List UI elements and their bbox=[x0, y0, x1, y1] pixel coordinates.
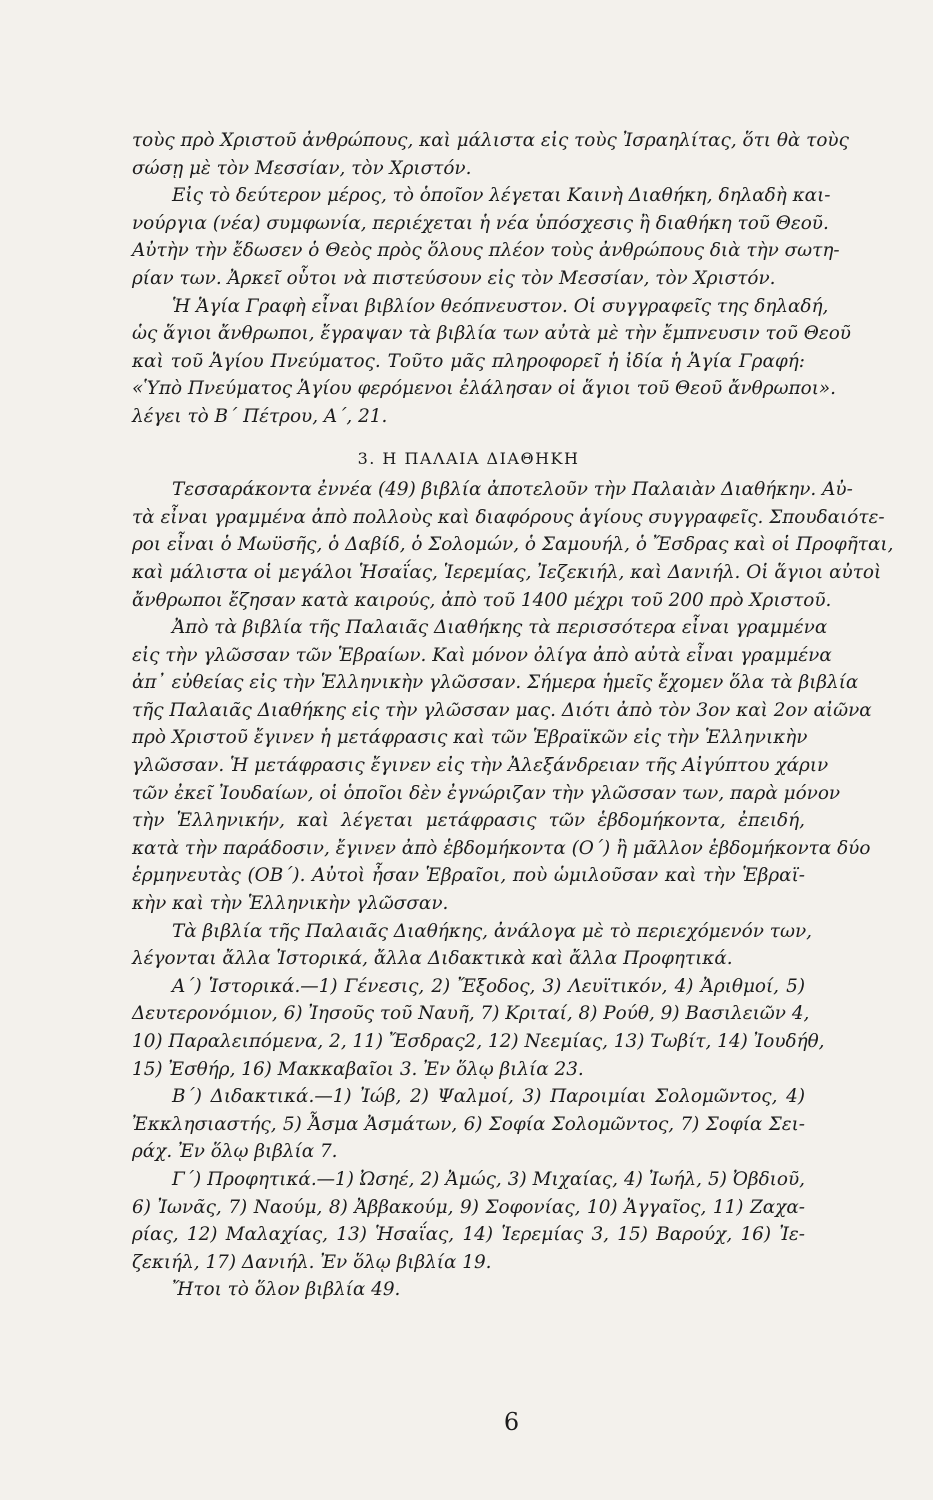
page-number: 6 bbox=[503, 1408, 520, 1436]
text-line: Αὐτὴν τὴν ἔδωσεν ὁ Θεὸς πρὸς ὅλους πλέον τοὺς ἀνθρώπους διὰ τὴν σωτη- bbox=[132, 240, 840, 262]
text-line: 6) Ἰωνᾶς, 7) Ναούμ, 8) Ἀββακούμ, 9) Σοφονίας, 10) Ἀγγαῖος, 11) Ζαχα- bbox=[132, 1196, 805, 1218]
text-line: νούργια (νέα) συμφωνία, περιέχεται ἡ νέα ὑπόσχεσις ἢ διαθήκη τοῦ Θεοῦ. bbox=[132, 212, 829, 234]
text-line: τοὺς πρὸ Χριστοῦ ἀνθρώπους, καὶ μάλιστα εἰς τοὺς Ἰσραηλίτας, ὅτι θὰ τοὺς bbox=[132, 130, 849, 151]
text-line: ρίαν των. Ἀρκεῖ οὗτοι νὰ πιστεύσουν εἰς τὸν Μεσσίαν, τὸν Χριστόν. bbox=[132, 267, 776, 289]
text-line: πρὸ Χριστοῦ ἔγινεν ἡ μετάφρασις καὶ τῶν Ἑβραϊκῶν εἰς τὴν Ἑλληνικὴν bbox=[132, 727, 808, 749]
text-line: τῆς Παλαιᾶς Διαθήκης εἰς τὴν γλῶσσαν μας. Διότι ἀπὸ τὸν 3ον καὶ 2ον αἰῶνα bbox=[132, 699, 872, 721]
text-line: λέγει τὸ Β΄ Πέτρου, Α΄, 21. bbox=[132, 405, 388, 427]
text-line: λέγονται ἄλλα Ἱστορικά, ἄλλα Διδακτικὰ καὶ ἄλλα Προφητικά. bbox=[132, 948, 733, 970]
text-line: Ἡ Ἁγία Γραφὴ εἶναι βιβλίον θεόπνευστον. Οἱ συγγραφεῖς της δηλαδή, bbox=[172, 295, 829, 317]
text-line: ὡς ἅγιοι ἄνθρωποι, ἔγραψαν τὰ βιβλία των αὐτὰ μὲ τὴν ἔμπνευσιν τοῦ Θεοῦ bbox=[132, 323, 851, 345]
text-line: τὰ εἶναι γραμμένα ἀπὸ πολλοὺς καὶ διαφόρους ἁγίους συγγραφεῖς. Σπουδαιότε- bbox=[132, 506, 885, 528]
text-line: Ἤτοι τὸ ὅλον βιβλία 49. bbox=[172, 1279, 401, 1301]
text-line: κὴν καὶ τὴν Ἑλληνικὴν γλῶσσαν. bbox=[132, 893, 449, 915]
text-line: ἀπ᾿ εὐθείας εἰς τὴν Ἑλληνικὴν γλῶσσαν. Σήμερα ἡμεῖς ἔχομεν ὅλα τὰ βιβλία bbox=[132, 672, 859, 694]
section-heading: 3. Η ΠΑΛΑΙΑ ΔΙΑΘΗΚΗ bbox=[357, 448, 580, 468]
text-line: ράχ. Ἐν ὅλῳ βιβλία 7. bbox=[132, 1141, 338, 1163]
body-text bbox=[132, 127, 894, 1304]
text-line: «Ὑπὸ Πνεύματος Ἁγίου φερόμενοι ἐλάλησαν οἱ ἅγιοι τοῦ Θεοῦ ἄνθρωποι». bbox=[132, 378, 837, 400]
text-line: εἰς τὴν γλῶσσαν τῶν Ἑβραίων. Καὶ μόνον ὀλίγα ἀπὸ αὐτὰ εἶναι γραμμένα bbox=[132, 644, 832, 666]
text-line: Β΄) Διδακτικά.—1) Ἰώβ, 2) Ψαλμοί, 3) Παροιμίαι Σολομῶντος, 4) bbox=[172, 1086, 805, 1108]
text-line: Τεσσαράκοντα ἐννέα (49) βιβλία ἀποτελοῦν τὴν Παλαιὰν Διαθήκην. Αὐ- bbox=[172, 479, 853, 501]
text-line: σώσῃ μὲ τὸν Μεσσίαν, τὸν Χριστόν. bbox=[132, 157, 472, 179]
text-line: καὶ μάλιστα οἱ μεγάλοι Ἡσαΐας, Ἱερεμίας, Ἰεζεκιήλ, καὶ Δανιήλ. Οἱ ἅγιοι αὐτοὶ bbox=[132, 561, 882, 583]
text-line: Α΄) Ἱστορικά.—1) Γένεσις, 2) Ἔξοδος, 3) Λευϊτικόν, 4) Ἀριθμοί, 5) bbox=[172, 975, 805, 997]
text-line: 15) Ἐσθήρ, 16) Μακκαβαῖοι 3. Ἐν ὅλῳ βιλία 23. bbox=[132, 1058, 584, 1080]
text-line: γλῶσσαν. Ἡ μετάφρασις ἔγινεν εἰς τὴν Ἀλεξάνδρειαν τῆς Αἰγύπτου χάριν bbox=[132, 755, 829, 777]
text-line: κατὰ τὴν παράδοσιν, ἔγινεν ἀπὸ ἑβδομήκοντα (Ο΄) ἢ μᾶλλον ἑβδομήκοντα δύο bbox=[132, 837, 871, 859]
text-line: 10) Παραλειπόμενα, 2, 11) Ἔσδρας2, 12) Νεεμίας, 13) Τωβίτ, 14) Ἰουδήθ, bbox=[132, 1031, 825, 1052]
text-line: τὴν Ἑλληνικήν, καὶ λέγεται μετάφρασις τῶν ἑβδομήκοντα, ἐπειδή, bbox=[132, 810, 805, 832]
text-line: Δευτερονόμιον, 6) Ἰησοῦς τοῦ Ναυῆ, 7) Κριταί, 8) Ρούθ, 9) Βασιλειῶν 4, bbox=[132, 1003, 810, 1025]
text-line: Γ΄) Προφητικά.—1) Ὠσηέ, 2) Ἀμώς, 3) Μιχαίας, 4) Ἰωήλ, 5) Ὀβδιοῦ, bbox=[172, 1168, 805, 1190]
text-line: ρίας, 12) Μαλαχίας, 13) Ἡσαΐας, 14) Ἱερεμίας 3, 15) Βαρούχ, 16) Ἰε- bbox=[132, 1224, 805, 1246]
text-line: καὶ τοῦ Ἁγίου Πνεύματος. Τοῦτο μᾶς πληροφορεῖ ἡ ἰδία ἡ Ἁγία Γραφή: bbox=[132, 350, 805, 372]
text-line: Εἰς τὸ δεύτερον μέρος, τὸ ὁποῖον λέγεται Καινὴ Διαθήκη, δηλαδὴ και- bbox=[172, 185, 831, 207]
text-line: τῶν ἐκεῖ Ἰουδαίων, οἱ ὁποῖοι δὲν ἐγνώριζαν τὴν γλῶσσαν των, παρὰ μόνον bbox=[132, 782, 841, 804]
text-line: ἄνθρωποι ἔζησαν κατὰ καιρούς, ἀπὸ τοῦ 1400 μέχρι τοῦ 200 πρὸ Χριστοῦ. bbox=[132, 589, 832, 611]
text-line: ροι εἶναι ὁ Μωϋσῆς, ὁ Δαβίδ, ὁ Σολομών, ὁ Σαμουήλ, ὁ Ἔσδρας καὶ οἱ Προφῆται, bbox=[132, 534, 894, 556]
text-line: Τὰ βιβλία τῆς Παλαιᾶς Διαθήκης, ἀνάλογα μὲ τὸ περιεχόμενόν των, bbox=[172, 920, 812, 942]
text-line: ζεκιήλ, 17) Δανιήλ. Ἐν ὅλῳ βιβλία 19. bbox=[132, 1251, 492, 1273]
text-line: Ἀπὸ τὰ βιβλία τῆς Παλαιᾶς Διαθήκης τὰ περισσότερα εἶναι γραμμένα bbox=[172, 617, 828, 639]
text-line: ἑρμηνευτὰς (ΟΒ΄). Αὐτοὶ ἦσαν Ἑβραῖοι, ποὺ ὡμιλοῦσαν καὶ τὴν Ἑβραϊ- bbox=[132, 865, 805, 887]
text-line: Ἐκκλησιαστής, 5) Ἆσμα Ἀσμάτων, 6) Σοφία Σολομῶντος, 7) Σοφία Σει- bbox=[132, 1113, 805, 1135]
